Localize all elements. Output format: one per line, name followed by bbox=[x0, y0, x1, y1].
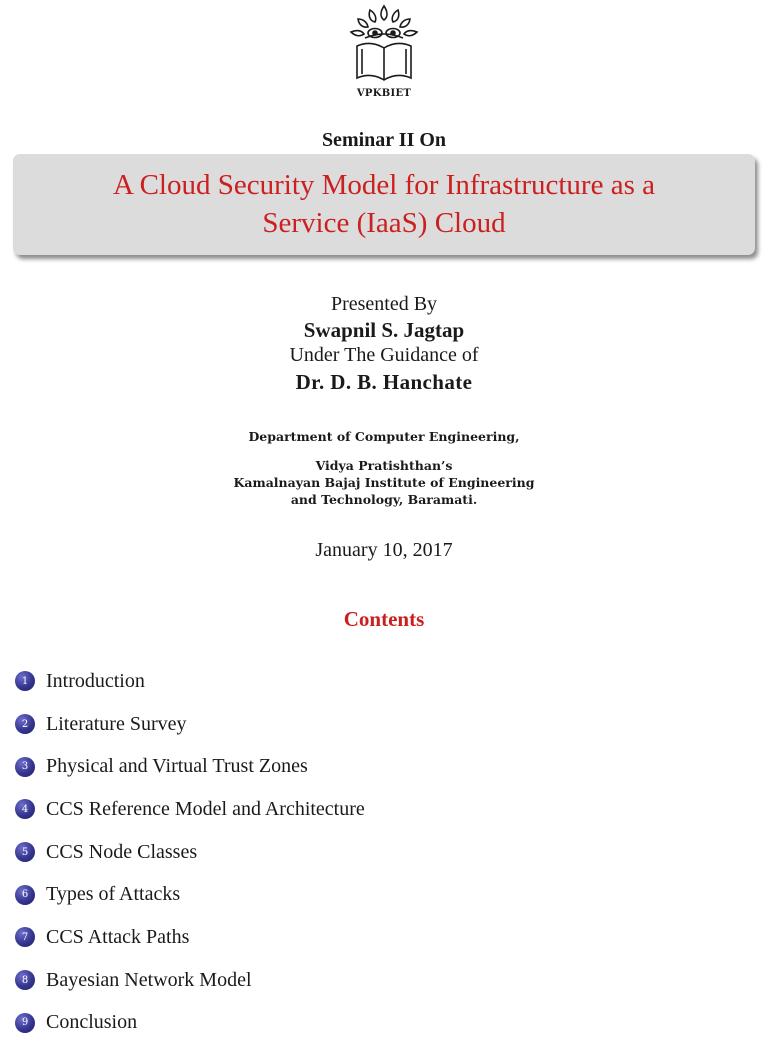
toc-item-label: Physical and Virtual Trust Zones bbox=[46, 755, 308, 778]
toc-item-label: Types of Attacks bbox=[46, 883, 180, 906]
toc-item-literature-survey[interactable] bbox=[15, 703, 615, 746]
toc-item-label: Conclusion bbox=[46, 1011, 137, 1034]
contents-heading: Contents bbox=[0, 607, 768, 632]
presented-by-label: Presented By bbox=[0, 293, 768, 316]
title-line-1: A Cloud Security Model for Infrastructure as a bbox=[30, 166, 738, 204]
logo-caption: VPKBIET bbox=[334, 88, 434, 99]
toc-number-bullet: 3 bbox=[15, 757, 35, 777]
table-of-contents bbox=[15, 660, 615, 1044]
toc-item-label: Literature Survey bbox=[46, 713, 187, 736]
toc-number-bullet: 1 bbox=[15, 671, 35, 691]
toc-item-label: Bayesian Network Model bbox=[46, 969, 252, 992]
toc-number-bullet: 7 bbox=[15, 927, 35, 947]
toc-item-label: CCS Attack Paths bbox=[46, 926, 189, 949]
seminar-subtitle: Seminar II On bbox=[0, 129, 768, 152]
toc-item-node-classes[interactable] bbox=[15, 831, 615, 874]
toc-item-bayesian-network[interactable] bbox=[15, 959, 615, 1002]
toc-item-conclusion[interactable] bbox=[15, 1002, 615, 1044]
presentation-title bbox=[30, 166, 738, 242]
toc-item-label: CCS Reference Model and Architecture bbox=[46, 798, 365, 821]
presentation-date: January 10, 2017 bbox=[0, 539, 768, 562]
toc-number-bullet: 2 bbox=[15, 714, 35, 734]
toc-item-label: Introduction bbox=[46, 670, 145, 693]
toc-number-bullet: 8 bbox=[15, 970, 35, 990]
toc-item-label: CCS Node Classes bbox=[46, 841, 197, 864]
toc-item-trust-zones[interactable] bbox=[15, 745, 615, 788]
toc-item-attack-paths[interactable] bbox=[15, 916, 615, 959]
toc-item-types-of-attacks[interactable] bbox=[15, 873, 615, 916]
institute-line-2: Kamalnayan Bajaj Institute of Engineering bbox=[0, 474, 768, 491]
toc-number-bullet: 9 bbox=[15, 1013, 35, 1033]
toc-number-bullet: 6 bbox=[15, 885, 35, 905]
toc-number-bullet: 5 bbox=[15, 842, 35, 862]
guide-name: Dr. D. B. Hanchate bbox=[0, 370, 768, 395]
presenter-name: Swapnil S. Jagtap bbox=[0, 318, 768, 343]
vpkbiet-logo-icon bbox=[345, 2, 423, 84]
guidance-label: Under The Guidance of bbox=[0, 344, 768, 367]
toc-number-bullet: 4 bbox=[15, 799, 35, 819]
institute-line-3: and Technology, Baramati. bbox=[0, 491, 768, 508]
institute-line-1: Vidya Pratishthan’s bbox=[0, 457, 768, 474]
department-name: Department of Computer Engineering, bbox=[0, 428, 768, 445]
title-line-2: Service (IaaS) Cloud bbox=[30, 204, 738, 242]
toc-item-introduction[interactable] bbox=[15, 660, 615, 703]
toc-item-reference-model[interactable] bbox=[15, 788, 615, 831]
